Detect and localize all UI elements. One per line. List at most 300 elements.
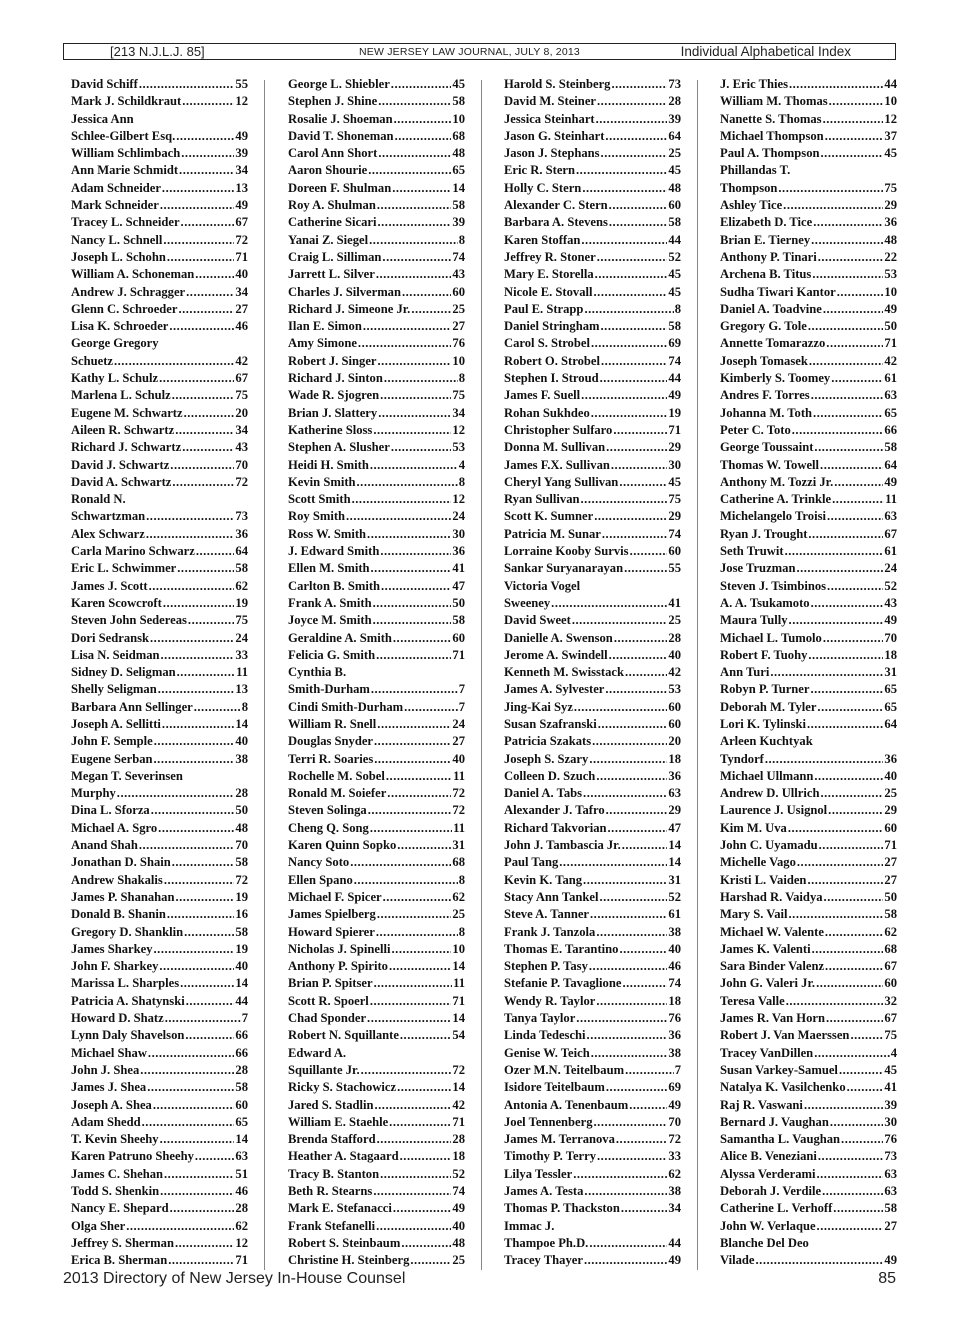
index-entry — [504, 975, 681, 992]
entry-page-number: 19 — [235, 889, 248, 904]
entry-name: Jarrett L. Silver — [288, 267, 375, 282]
dot-leader — [834, 474, 883, 491]
entry-name: Andrew J. Schragger — [71, 284, 186, 299]
entry-page-number: 40 — [235, 959, 248, 974]
entry-name: Gregory D. Shanklin — [71, 924, 184, 939]
entry-name: Jason G. Steinhart — [504, 128, 605, 143]
entry-page-number: 40 — [668, 647, 681, 662]
index-entry — [71, 439, 248, 456]
dot-leader — [831, 370, 883, 387]
entry-name: John G. Valeri Jr. — [720, 976, 816, 991]
entry-name: Thomas P. Thackston — [504, 1201, 620, 1216]
entry-name: Stephen J. Shine — [288, 94, 378, 109]
entry-name: Daniel A. Tabs — [504, 786, 583, 801]
entry-name: Paul E. Strapp — [504, 301, 584, 316]
index-entry — [71, 647, 248, 664]
dot-leader — [182, 439, 234, 456]
index-entry — [71, 249, 248, 266]
entry-page-number: 40 — [884, 768, 897, 783]
entry-name: Jessica Steinhart — [504, 111, 595, 126]
entry-page-number: 18 — [884, 647, 897, 662]
entry-name: Karen Scowcroft — [71, 595, 162, 610]
entry-page-number: 58 — [235, 855, 248, 870]
entry-name: Tyndorf — [720, 751, 764, 766]
entry-page-number: 73 — [235, 509, 248, 524]
index-entry — [720, 491, 897, 508]
dot-leader — [619, 474, 667, 491]
entry-name: William R. Snell — [288, 716, 377, 731]
dot-leader — [572, 612, 668, 629]
index-entry — [288, 387, 465, 404]
entry-name: Wendy R. Taylor — [504, 993, 596, 1008]
dot-leader — [160, 1131, 235, 1148]
dot-leader — [146, 526, 235, 543]
dot-leader — [826, 1010, 883, 1027]
dot-leader — [185, 1027, 234, 1044]
dot-leader — [354, 872, 458, 889]
index-entry — [504, 630, 681, 647]
entry-name: Joel Tennenberg — [504, 1114, 593, 1129]
dot-leader — [380, 1166, 451, 1183]
entry-page-number: 14 — [235, 716, 248, 731]
entry-page-number: 49 — [668, 1097, 681, 1112]
entry-name: Robert S. Steinbaum — [288, 1235, 401, 1250]
entry-name: Frank Stefanelli — [288, 1218, 376, 1233]
entry-page-number: 71 — [668, 422, 681, 437]
entry-name: Johanna M. Toth — [720, 405, 813, 420]
entry-name: Chad Sponder — [288, 1011, 367, 1026]
section-title: Individual Alphabetical Index — [680, 44, 851, 59]
entry-name: Amy Simone — [288, 336, 357, 351]
index-entry — [720, 837, 897, 854]
entry-name: Thompson — [720, 180, 778, 195]
index-entry — [720, 872, 897, 889]
entry-page-number: 10 — [452, 941, 465, 956]
index-entry — [288, 474, 465, 491]
dot-leader — [404, 699, 458, 716]
dot-leader — [370, 820, 452, 837]
entry-page-number: 31 — [668, 872, 681, 887]
entry-name: Catherine L. Verhoff — [720, 1201, 833, 1216]
index-entry — [720, 664, 897, 681]
entry-name: Anthony P. Tinari — [720, 249, 817, 264]
entry-name: Ross W. Smith — [288, 526, 367, 541]
index-entry — [504, 249, 681, 266]
entry-page-number: 49 — [235, 128, 248, 143]
entry-name: Richard J. Simeone Jr. — [288, 301, 411, 316]
entry-name: William A. Schoneman — [71, 267, 195, 282]
dot-leader — [411, 301, 451, 318]
entry-page-number: 60 — [452, 284, 465, 299]
index-entry — [504, 474, 681, 491]
entry-page-number: 8 — [674, 301, 681, 316]
index-entry — [71, 993, 248, 1010]
index-entry — [288, 526, 465, 543]
index-entry — [288, 1062, 465, 1079]
entry-name: Andrew Shakalis — [71, 872, 163, 887]
entry-page-number: 44 — [235, 993, 248, 1008]
entry-page-number: 30 — [884, 1114, 897, 1129]
entry-page-number: 58 — [452, 198, 465, 213]
dot-leader — [785, 543, 884, 560]
dot-leader — [619, 941, 667, 958]
entry-name: Olga Sher — [71, 1218, 126, 1233]
index-entry — [71, 232, 248, 249]
directory-title: 2013 Directory of New Jersey In-House Counsel — [63, 1270, 406, 1287]
index-entry — [288, 802, 465, 819]
index-entry — [288, 975, 465, 992]
index-entry — [720, 422, 897, 439]
entry-page-number: 14 — [452, 1080, 465, 1095]
index-entry — [720, 335, 897, 352]
entry-name: Ann Turi — [720, 665, 770, 680]
index-entry — [288, 232, 465, 249]
entry-name: Anthony P. Spirito — [288, 959, 388, 974]
dot-leader — [589, 1235, 667, 1252]
entry-name: Christopher Sulfaro — [504, 422, 613, 437]
entry-page-number: 29 — [884, 803, 897, 818]
index-entry — [720, 439, 897, 456]
index-entry — [71, 1027, 248, 1044]
dot-leader — [410, 1252, 451, 1269]
dot-leader — [616, 1131, 668, 1148]
entry-name: Doreen F. Shulman — [288, 180, 392, 195]
dot-leader — [164, 1166, 234, 1183]
entry-page-number: 48 — [452, 146, 465, 161]
dot-leader — [829, 93, 884, 110]
index-entry — [288, 353, 465, 370]
entry-page-number: 16 — [235, 907, 248, 922]
entry-page-number: 65 — [884, 405, 897, 420]
dot-leader — [161, 647, 235, 664]
entry-name: David A. Schwartz — [71, 474, 172, 489]
entry-page-number: 14 — [668, 838, 681, 853]
index-entry — [504, 111, 681, 128]
page-number: 85 — [878, 1270, 896, 1287]
entry-name: Murphy — [71, 786, 116, 801]
entry-page-number: 38 — [668, 1045, 681, 1060]
entry-page-number: 51 — [235, 1166, 248, 1181]
entry-page-number: 36 — [235, 526, 248, 541]
entry-page-number: 58 — [884, 907, 897, 922]
entry-page-number: 14 — [452, 180, 465, 195]
index-entry — [504, 733, 681, 750]
entry-page-number: 64 — [884, 457, 897, 472]
index-entry — [504, 405, 681, 422]
index-entry — [288, 941, 465, 958]
entry-page-number: 67 — [884, 1011, 897, 1026]
entry-page-number: 31 — [452, 838, 465, 853]
index-entry — [504, 457, 681, 474]
entry-page-number: 40 — [235, 267, 248, 282]
dot-leader — [196, 543, 235, 560]
entry-page-number: 37 — [884, 128, 897, 143]
dot-leader — [114, 353, 234, 370]
entry-page-number: 70 — [235, 457, 248, 472]
index-entry — [504, 820, 681, 837]
entry-page-number: 49 — [884, 301, 897, 316]
dot-leader — [172, 474, 234, 491]
dot-leader — [818, 1148, 884, 1165]
entry-page-number: 20 — [668, 734, 681, 749]
entry-page-number: 61 — [668, 907, 681, 922]
index-entry — [288, 93, 465, 110]
dot-leader — [807, 716, 883, 733]
entry-page-number: 58 — [884, 440, 897, 455]
index-entry — [71, 508, 248, 525]
entry-name: James M. Terranova — [504, 1132, 615, 1147]
index-entry — [288, 76, 465, 93]
entry-name: Mary S. Vail — [720, 907, 788, 922]
dot-leader — [172, 854, 235, 871]
entry-page-number: 42 — [452, 1097, 465, 1112]
entry-name: Karen Quinn Sopko — [288, 838, 397, 853]
index-entry — [71, 526, 248, 543]
dot-leader — [378, 145, 451, 162]
dot-leader — [820, 785, 883, 802]
entry-page-number: 58 — [452, 94, 465, 109]
entry-name: Stacy Ann Tankel — [504, 889, 599, 904]
dot-leader — [150, 630, 234, 647]
index-entry — [720, 975, 897, 992]
entry-name: Wade R. Sjogren — [288, 388, 380, 403]
entry-page-number: 72 — [668, 1132, 681, 1147]
entry-name: John F. Sharkey — [71, 959, 159, 974]
index-entry — [71, 1062, 248, 1079]
index-entry — [288, 508, 465, 525]
entry-name: Paul Tang — [504, 855, 559, 870]
dot-leader — [149, 578, 235, 595]
entry-page-number: 74 — [668, 526, 681, 541]
entry-page-number: 63 — [668, 786, 681, 801]
entry-page-number: 30 — [452, 526, 465, 541]
dot-leader — [573, 1166, 667, 1183]
index-entry — [720, 93, 897, 110]
index-entry — [71, 266, 248, 283]
dot-leader — [373, 595, 452, 612]
dot-leader — [376, 924, 458, 941]
index-entry — [288, 1252, 465, 1269]
entry-name: Brian E. Tierney — [720, 232, 811, 247]
entry-name: Rochelle M. Sobel — [288, 768, 385, 783]
entry-page-number: 48 — [884, 232, 897, 247]
entry-name: Steve A. Tanner — [504, 907, 590, 922]
entry-name: Michael Ullmann — [720, 768, 814, 783]
dot-leader — [832, 491, 884, 508]
entry-page-number: 7 — [241, 1011, 248, 1026]
dot-leader — [177, 664, 235, 681]
entry-name: James A. Testa — [504, 1184, 584, 1198]
index-entry — [71, 733, 248, 750]
dot-leader — [376, 647, 451, 664]
entry-name: Richard J. Sinton — [288, 371, 383, 386]
index-entry — [720, 145, 897, 162]
dot-leader — [609, 647, 668, 664]
index-entry — [71, 214, 248, 231]
entry-name: Jing-Kai Syz — [504, 699, 573, 714]
entry-page-number: 32 — [884, 993, 897, 1008]
entry-name: Lilya Tessler — [504, 1166, 573, 1181]
dot-leader — [370, 457, 458, 474]
dot-leader — [169, 318, 234, 335]
entry-page-number: 28 — [668, 94, 681, 109]
entry-page-number: 52 — [452, 1166, 465, 1181]
dot-leader — [614, 630, 668, 647]
index-entry — [288, 595, 465, 612]
entry-name: Alice B. Veneziani — [720, 1149, 817, 1164]
column-divider — [264, 80, 265, 1270]
entry-page-number: 61 — [884, 371, 897, 386]
index-entry — [720, 1010, 897, 1027]
entry-page-number: 28 — [235, 1062, 248, 1077]
index-entry — [504, 266, 681, 283]
index-entry — [720, 387, 897, 404]
entry-page-number: 65 — [884, 682, 897, 697]
dot-leader — [818, 249, 884, 266]
entry-page-number: 68 — [452, 855, 465, 870]
index-entry — [288, 405, 465, 422]
entry-name: Lorraine Kooby Survis — [504, 544, 629, 559]
index-entry — [504, 802, 681, 819]
entry-page-number: 8 — [458, 232, 465, 247]
dot-leader — [594, 284, 668, 301]
entry-page-number: 72 — [452, 1062, 465, 1077]
entry-page-number: 34 — [235, 284, 248, 299]
entry-page-number: 40 — [668, 941, 681, 956]
entry-page-number: 43 — [884, 595, 897, 610]
index-entry — [720, 681, 897, 698]
dot-leader — [811, 595, 884, 612]
entry-page-number: 47 — [668, 820, 681, 835]
entry-page-number: 62 — [452, 889, 465, 904]
entry-name: Mark E. Stefanacci — [288, 1201, 392, 1216]
dot-leader — [605, 681, 667, 698]
dot-leader — [596, 111, 668, 128]
index-entry — [504, 439, 681, 456]
dot-leader — [783, 197, 883, 214]
index-entry — [71, 162, 248, 179]
dot-leader — [839, 1062, 883, 1079]
dot-leader — [170, 457, 234, 474]
entry-page-number: 47 — [452, 578, 465, 593]
index-entry — [71, 1200, 248, 1217]
dot-leader — [378, 214, 452, 231]
dot-leader — [392, 941, 452, 958]
entry-page-number: 19 — [235, 595, 248, 610]
index-entry — [720, 284, 897, 301]
entry-page-number: 58 — [668, 319, 681, 334]
entry-name: Kenneth M. Swisstack — [504, 665, 624, 680]
index-entry — [288, 993, 465, 1010]
entry-page-number: 74 — [668, 976, 681, 991]
index-entry — [720, 543, 897, 560]
dot-leader — [596, 768, 667, 785]
dot-leader — [789, 76, 883, 93]
dot-leader — [576, 162, 667, 179]
entry-page-number: 70 — [235, 838, 248, 853]
dot-leader — [819, 837, 884, 854]
entry-page-number: 10 — [452, 111, 465, 126]
dot-leader — [592, 733, 667, 750]
index-entry — [288, 1097, 465, 1114]
entry-page-number: 12 — [884, 111, 897, 126]
entry-page-number: 42 — [884, 353, 897, 368]
entry-name: Eric L. Schwimmer — [71, 561, 177, 576]
entry-page-number: 52 — [668, 889, 681, 904]
dot-leader — [789, 906, 884, 923]
dot-leader — [591, 1045, 668, 1062]
entry-name: Todd S. Shenkin — [71, 1184, 160, 1198]
entry-name: George L. Shiebler — [288, 77, 390, 91]
entry-name: Schlee-Gilbert Esq. — [71, 128, 176, 143]
dot-leader — [589, 751, 667, 768]
index-entry — [504, 751, 681, 768]
dot-leader — [625, 664, 667, 681]
entry-name: Marissa L. Sharples — [71, 976, 180, 991]
index-entry — [71, 76, 248, 93]
index-entry — [504, 837, 681, 854]
entry-page-number: 14 — [235, 976, 248, 991]
entry-name: Mark Schneider — [71, 198, 159, 213]
dot-leader — [584, 301, 673, 318]
entry-name: Felicia G. Smith — [288, 647, 376, 662]
entry-page-number: 74 — [452, 1184, 465, 1198]
index-entry — [71, 197, 248, 214]
index-entry — [288, 1235, 465, 1252]
index-entry — [720, 906, 897, 923]
entry-page-number: 53 — [668, 682, 681, 697]
index-entry — [288, 214, 465, 231]
index-entry — [504, 370, 681, 387]
entry-name: Richard J. Schwartz — [71, 440, 182, 455]
entry-page-number: 14 — [452, 1011, 465, 1026]
index-entry — [720, 1045, 897, 1062]
entry-page-number: 8 — [241, 699, 248, 714]
entry-page-number: 64 — [884, 716, 897, 731]
entry-name: Kathy L. Schulz — [71, 371, 159, 386]
entry-page-number: 28 — [235, 1201, 248, 1216]
entry-page-number: 54 — [452, 1028, 465, 1043]
entry-page-number: 52 — [884, 578, 897, 593]
entry-page-number: 68 — [452, 128, 465, 143]
dot-leader — [402, 284, 451, 301]
entry-page-number: 12 — [452, 422, 465, 437]
dot-leader — [400, 1027, 452, 1044]
entry-page-number: 41 — [452, 561, 465, 576]
entry-page-number: 10 — [884, 94, 897, 109]
index-entry-name-line: George Gregory — [71, 336, 159, 351]
index-entry — [71, 941, 248, 958]
dot-leader — [574, 699, 667, 716]
dot-leader — [148, 1045, 234, 1062]
entry-page-number: 73 — [668, 77, 681, 91]
entry-name: Harshad R. Vaidya — [720, 889, 823, 904]
entry-page-number: 76 — [452, 336, 465, 351]
index-entry — [504, 872, 681, 889]
entry-page-number: 44 — [668, 1235, 681, 1250]
dot-leader — [186, 284, 234, 301]
dot-leader — [195, 266, 234, 283]
dot-leader — [814, 1045, 890, 1062]
entry-name: Nicholas J. Spinelli — [288, 941, 391, 956]
index-entry — [288, 1131, 465, 1148]
dot-leader — [154, 733, 235, 750]
entry-page-number: 27 — [452, 319, 465, 334]
index-entry — [720, 526, 897, 543]
index-entry — [288, 889, 465, 906]
dot-leader — [602, 526, 668, 543]
dot-leader — [624, 560, 667, 577]
